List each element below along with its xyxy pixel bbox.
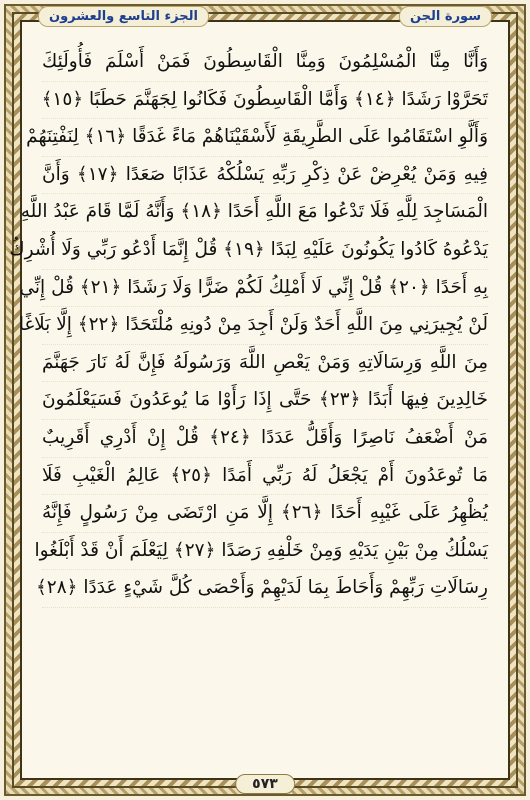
page-header bbox=[22, 2, 508, 30]
text-line: فِيهِ وَمَنْ يُعْرِضْ عَنْ ذِكْرِ رَبِّهِ يَسْلُكْهُ عَذَابًا صَعَدًا ﴿١٧﴾ وَأَنَّ bbox=[42, 157, 488, 195]
text-line: وَأَلَّوِ اسْتَقَامُوا عَلَى الطَّرِيقَةِ لَأَسْقَيْنَاهُمْ مَاءً غَدَقًا ﴿١٦﴾ لِنَفْتِنَهُمْ bbox=[42, 119, 488, 157]
text-line: مَنْ أَضْعَفُ نَاصِرًا وَأَقَلُّ عَدَدًا ﴿٢٤﴾ قُلْ إِنْ أَدْرِي أَقَرِيبٌ bbox=[42, 420, 488, 458]
page-number: ٥٧٣ bbox=[235, 774, 295, 794]
text-line: خَالِدِينَ فِيهَا أَبَدًا ﴿٢٣﴾ حَتَّى إِذَا رَأَوْا مَا يُوعَدُونَ فَسَيَعْلَمُونَ bbox=[42, 382, 488, 420]
juz-label: الجزء التاسع والعشرون bbox=[38, 6, 209, 27]
text-line: يَدْعُوهُ كَادُوا يَكُونُونَ عَلَيْهِ لِبَدًا ﴿١٩﴾ قُلْ إِنَّمَا أَدْعُو رَبِّي وَلَا أُشْرِكُ bbox=[42, 232, 488, 270]
surah-label: سورة الجن bbox=[399, 6, 492, 27]
text-line: تَحَرَّوْا رَشَدًا ﴿١٤﴾ وَأَمَّا الْقَاسِطُونَ فَكَانُوا لِجَهَنَّمَ حَطَبًا ﴿١٥﴾ bbox=[42, 82, 488, 120]
text-line: مِنَ اللَّهِ وَرِسَالَاتِهِ وَمَنْ يَعْصِ اللَّهَ وَرَسُولَهُ فَإِنَّ لَهُ نَارَ جَهَنَّمَ bbox=[42, 345, 488, 383]
text-line: لَنْ يُجِيرَنِي مِنَ اللَّهِ أَحَدٌ وَلَنْ أَجِدَ مِنْ دُونِهِ مُلْتَحَدًا ﴿٢٢﴾ إِلَّا بَلَاغًا bbox=[42, 307, 488, 345]
text-line: يَسْلُكُ مِنْ بَيْنِ يَدَيْهِ وَمِنْ خَلْفِهِ رَصَدًا ﴿٢٧﴾ لِيَعْلَمَ أَنْ قَدْ أَبْلَغُوا bbox=[42, 533, 488, 571]
text-line: مَا تُوعَدُونَ أَمْ يَجْعَلُ لَهُ رَبِّي أَمَدًا ﴿٢٥﴾ عَالِمُ الْغَيْبِ فَلَا bbox=[42, 458, 488, 496]
text-line: بِهِ أَحَدًا ﴿٢٠﴾ قُلْ إِنِّي لَا أَمْلِكُ لَكُمْ ضَرًّا وَلَا رَشَدًا ﴿٢١﴾ قُلْ إِنِّي bbox=[42, 270, 488, 308]
quran-text-block bbox=[9, 44, 488, 760]
text-line: الْمَسَاجِدَ لِلَّهِ فَلَا تَدْعُوا مَعَ اللَّهِ أَحَدًا ﴿١٨﴾ وَأَنَّهُ لَمَّا قَامَ عَبْدُ اللَّهِ bbox=[42, 194, 488, 232]
text-line: يُظْهِرُ عَلَى غَيْبِهِ أَحَدًا ﴿٢٦﴾ إِلَّا مَنِ ارْتَضَى مِنْ رَسُولٍ فَإِنَّهُ bbox=[42, 495, 488, 533]
text-line: وَأَنَّا مِنَّا الْمُسْلِمُونَ وَمِنَّا الْقَاسِطُونَ فَمَنْ أَسْلَمَ فَأُولَئِكَ bbox=[42, 44, 488, 82]
text-line: رِسَالَاتِ رَبِّهِمْ وَأَحَاطَ بِمَا لَدَيْهِمْ وَأَحْصَى كُلَّ شَيْءٍ عَدَدًا ﴿٢٨﴾ bbox=[42, 570, 488, 608]
